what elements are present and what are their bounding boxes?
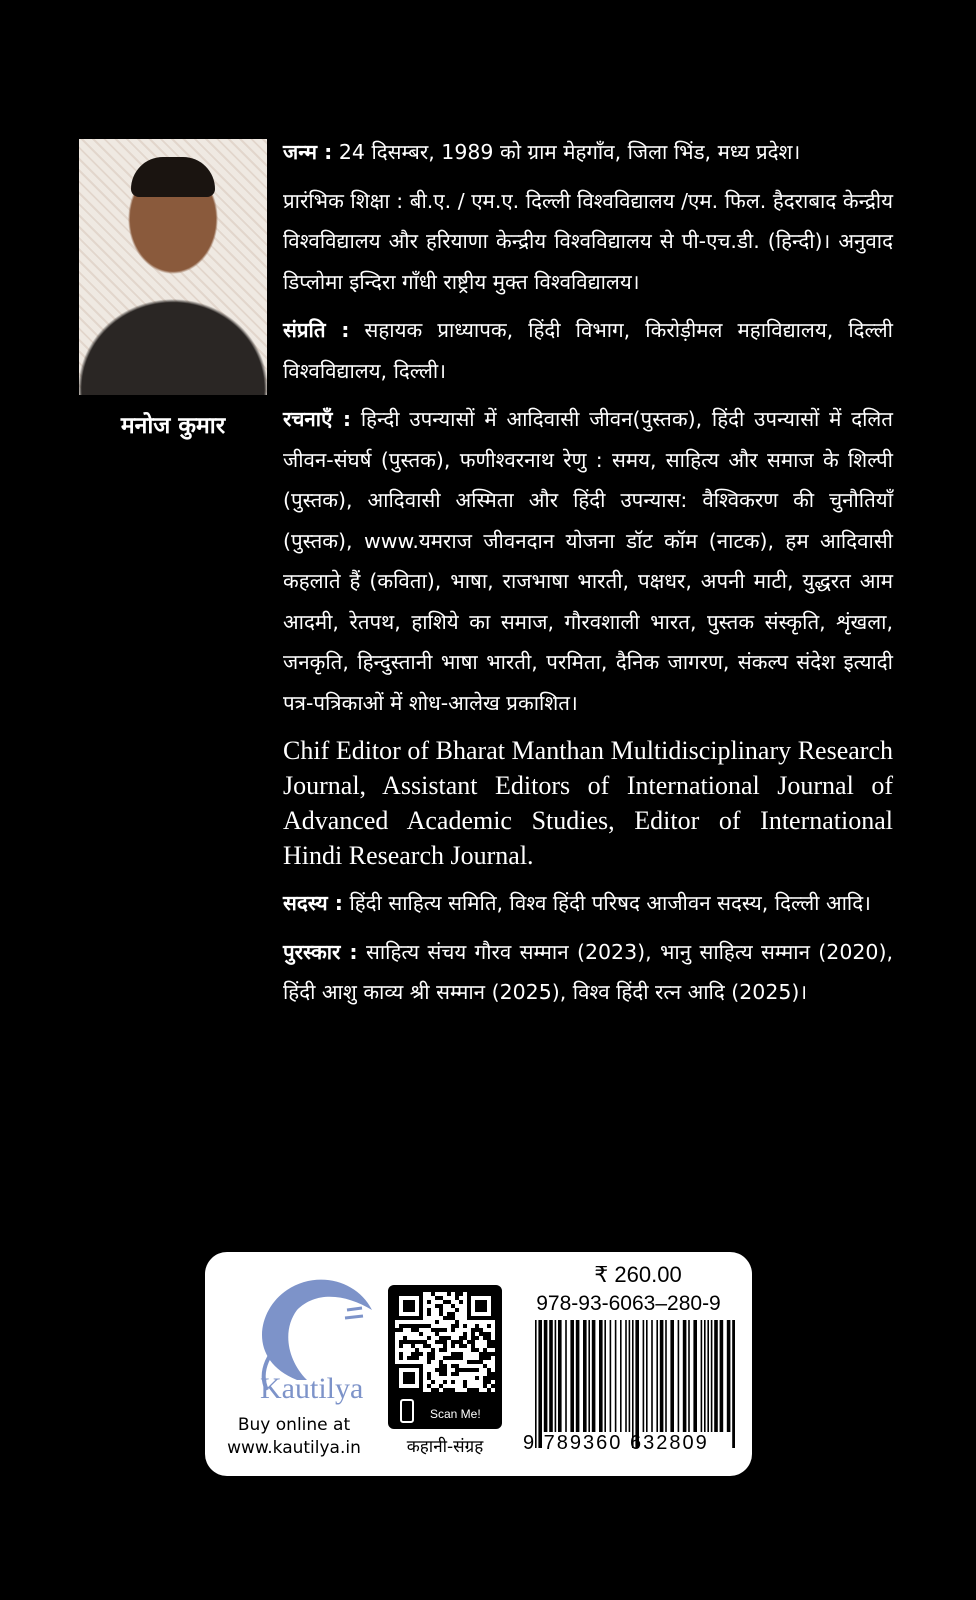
bio-education: प्रारंभिक शिक्षा : बी.ए. / एम.ए. दिल्ली विश्वविद्यालय /एम. फिल. हैदराबाद केन्द्रीय विश्वविद्यालय और हरियाणा केन्द्रीय विश्वविद्यालय से पी-एच.डी. (हिन्दी)। अनुवाद डिप्लोमा इन्दिरा गाँधी राष्ट्रीय मुक्त विश्वविद्यालय।: [283, 188, 893, 294]
bio-works: रचनाएँ : हिन्दी उपन्यासों में आदिवासी जीवन(पुस्तक), हिंदी उपन्यासों में दलित जीवन-संघर्ष (पुस्तक), फणीश्वरनाथ रेणु : समय, साहित्य और समाज के शिल्पी (पुस्तक), आदिवासी अस्मिता और हिंदी उपन्यास: वैश्विकरण की चुनौतियाँ (पुस्तक), www.यमराज जीवनदान योजना डॉट कॉम (नाटक), हम आदिवासी कहलाते हैं (कविता), भाषा, राजभाषा भारती, पक्षधर, अपनी माटी, युद्धरत आम आदमी, रेतपथ, हाशिये का समाज, गौरवशाली भारत, पुस्तक संस्कृति, शृंखला, जनकृति, हिन्दुस्तानी भाषा भारती, परमिता, दैनिक जागरण, संकल्प संदेश इत्यादी पत्र-पत्रिकाओं में शोध-आलेख प्रकाशित।: [283, 407, 893, 715]
bio-editor: Chif Editor of Bharat Manthan Multidisciplinary Research Journal, Assistant Editors of International Journal of Advanced Academic Studies, Editor of International Hindi Research Journal.: [283, 736, 893, 870]
author-photo-hair: [131, 157, 215, 197]
genre-label: कहानी-संग्रह: [406, 1437, 484, 1457]
back-cover-info-card: [205, 1252, 752, 1476]
isbn: 978-93-6063–280-9: [536, 1292, 721, 1315]
qr-code[interactable]: [388, 1285, 502, 1429]
publisher-name: Kautilya: [260, 1372, 364, 1405]
scan-me-label: Scan Me!: [430, 1407, 481, 1421]
barcode-digits: 9 789360 632809: [523, 1432, 709, 1454]
bio-member: सदस्य : हिंदी साहित्य समिति, विश्व हिंदी परिषद आजीवन सदस्य, दिल्ली आदि।: [283, 891, 871, 915]
bio-birth: जन्म : 24 दिसम्बर, 1989 को ग्राम मेहगाँव, जिला भिंड, मध्य प्रदेश।: [283, 140, 801, 164]
barcode: [535, 1320, 735, 1448]
buy-online: Buy online at www.kautilya.in: [219, 1414, 369, 1460]
qr-pattern: [395, 1292, 495, 1392]
author-name: मनोज कुमार: [120, 413, 226, 439]
price: ₹ 260.00: [594, 1262, 682, 1287]
author-photo: [79, 139, 267, 395]
bio-current: संप्रति : सहायक प्राध्यापक, हिंदी विभाग, किरोड़ीमल महाविद्यालय, दिल्ली विश्वविद्यालय, दिल्ली।: [283, 318, 893, 383]
author-bio: [283, 132, 893, 1021]
publisher-website-link[interactable]: www.kautilya.in: [227, 1438, 361, 1458]
phone-icon: [400, 1399, 414, 1423]
bio-awards: पुरस्कार : साहित्य संचय गौरव सम्मान (2023), भानु साहित्य सम्मान (2020), हिंदी आशु काव्य श्री सम्मान (2025), विश्व हिंदी रत्न आदि (2025)।: [283, 939, 893, 1004]
